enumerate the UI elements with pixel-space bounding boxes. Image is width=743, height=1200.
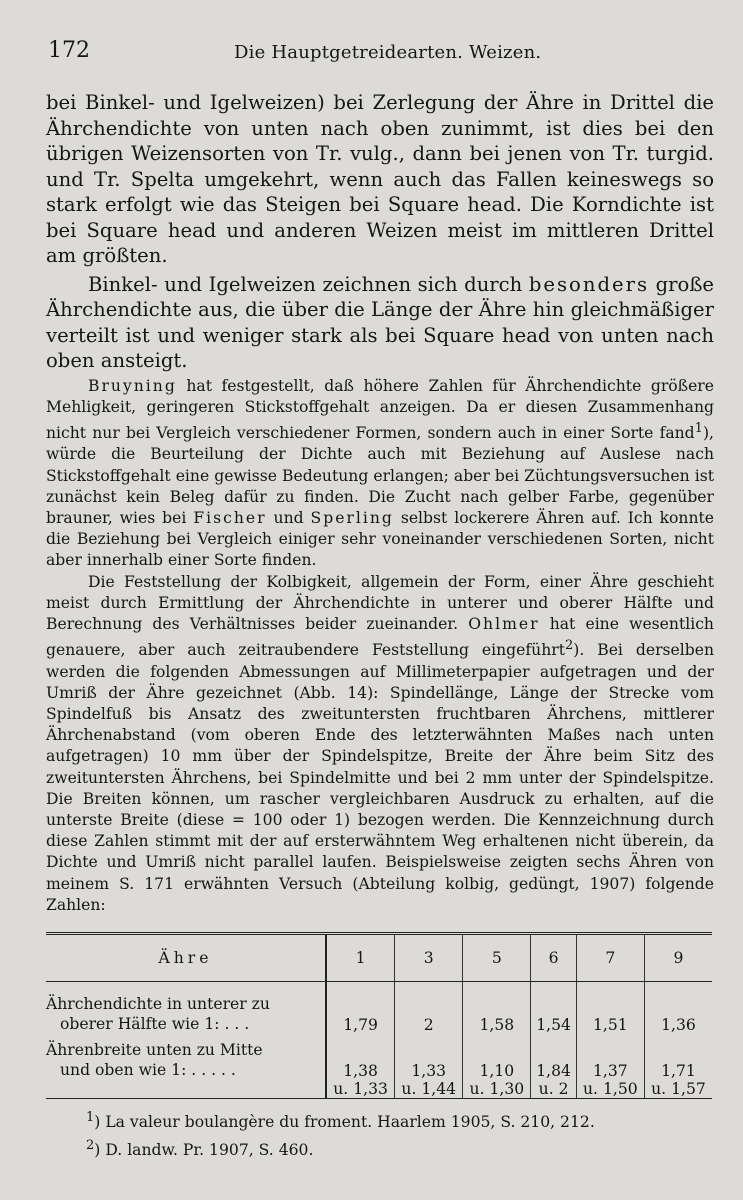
table-cell: 1,38 — [326, 1034, 395, 1080]
table-cell: 1,51 — [576, 994, 644, 1034]
table-cell: 1,36 — [644, 994, 712, 1034]
table-cell: 1,10 — [463, 1034, 531, 1080]
paragraph-3-text-c: und — [266, 508, 311, 527]
table-cell: u. 2 — [531, 1080, 576, 1099]
paragraph-4-text-a: Die Feststellung der Kolbigkeit, allgemein der Form, einer Ähre geschieht meist durch Ermittlung der Ährchendichte in unterer und oberer Hälfte und Berechnung des Verhältnisses beider zueinander. — [46, 572, 714, 633]
table-row — [46, 1080, 712, 1099]
table-cell: 1,54 — [531, 994, 576, 1034]
table-cell: u. 1,33 — [326, 1080, 395, 1099]
footnote-2: $^2$) D. landw. Pr. 1907, S. 460. — [86, 1138, 314, 1160]
page-header — [48, 38, 703, 72]
row-label-line: Ährenbreite unten zu Mitte — [46, 1041, 263, 1059]
table-cell: u. 1,30 — [463, 1080, 531, 1099]
footnote-ref-1: 1 — [694, 420, 703, 436]
name-bruyning: Bruyning — [88, 376, 177, 395]
paragraph-3 — [46, 376, 714, 572]
running-title: Die Hauptgetreidearten. Weizen. — [234, 42, 542, 63]
paragraph-4-text-c: ). Bei derselben werden die folgenden Abmessungen auf Millimeterpapier aufgetragen und der Umriß der Ähre gezeichnet (Abb. 14): Spindellänge, Länge der Strecke vom Spindelfuß bis Ansatz des zweituntersten fruchtbaren Ährchens, mittlerer Ährchenabstand (vom oberen Ende des letzterwähnten Maßes nach unten aufgetragen) 10 mm über der Spindelspitze, Breite der Ähre beim Sitz des zweituntersten Ährchens, bei Spindelmitte und bei 2 mm unter der Spindelspitze. Die Breiten können, um rascher vergleichbaren Ausdruck zu erhalten, auf die unterste Breite (diese = 100 oder 1) bezogen werden. Die Kennzeichnung durch diese Zahlen stimmt mit der auf ersterwähntem Weg erhaltenen nicht überein, da Dichte und Umriß nicht parallel laufen. Beispielsweise zeigten sechs Ähren von meinem S. 171 erwähnten Versuch (Abteilung kolbig, gedüngt, 1907) folgende Zahlen: — [46, 641, 714, 914]
paragraph-2-text-a: Binkel- und Igelweizen zeichnen sich durch — [88, 272, 529, 296]
footnote-text: D. landw. Pr. 1907, S. 460. — [105, 1141, 314, 1160]
table-cell: 1,71 — [644, 1034, 712, 1080]
paragraph-4-text-b: hat eine wesentlich genauere, aber auch zeitraubendere Feststellung eingeführt — [46, 614, 714, 660]
paragraph-2-text-b: große Ährchendichte aus, die über die Länge der Ähre hin gleichmäßiger verteilt ist und weniger stark als bei Square head von unten nach oben ansteigt. — [46, 272, 714, 372]
table-row — [46, 994, 712, 1034]
name-fischer: Fischer — [193, 508, 267, 527]
footnote-mark: 1 — [86, 1110, 95, 1125]
row-label-dichte — [46, 994, 326, 1034]
table-cell: 2 — [395, 994, 463, 1034]
name-ohlmer: Ohlmer — [468, 614, 540, 633]
table-cell: u. 1,50 — [576, 1080, 644, 1099]
table-cell: 1,84 — [531, 1034, 576, 1080]
paragraph-2 — [46, 272, 714, 374]
row-label-breite — [46, 1034, 326, 1080]
page-number: 172 — [48, 38, 90, 63]
paragraph-3-text-b: ), würde die Beurteilung der Dichte auch mit Beziehung auf Auslese nach Stickstoffgehalt eine gewisse Bedeutung erlangen; aber bei Züchtungsversuchen ist zunächst kein Beleg dafür zu finden. Die Zucht nach gelber Farbe, gegenüber brauner, wies bei — [46, 424, 714, 527]
table-cell: 1,33 — [395, 1034, 463, 1080]
table-cell: 1,58 — [463, 994, 531, 1034]
row-label-line: oberer Hälfte wie 1: . . . — [60, 1015, 250, 1033]
emphasis-besonders: besonders — [528, 272, 650, 296]
column-header: 7 — [576, 934, 644, 982]
column-header: 1 — [326, 934, 395, 982]
row-label-line: Ährchendichte in unterer zu — [46, 995, 270, 1013]
data-table — [46, 932, 712, 1099]
table-header-row — [46, 934, 712, 982]
table-cell: u. 1,57 — [644, 1080, 712, 1099]
paragraph-4 — [46, 572, 714, 916]
paragraph-3-text-d: selbst lockerere Ähren auf. Ich konnte die Beziehung bei Vergleich einiger sehr voneinander verschiedenen Sorten, nicht aber innerhalb einer Sorte finden. — [46, 508, 714, 570]
column-header: 5 — [463, 934, 531, 982]
footnote-text: La valeur boulangère du froment. Haarlem 1905, S. 210, 212. — [105, 1113, 595, 1132]
table-row — [46, 1034, 712, 1080]
page-body — [46, 90, 714, 916]
paragraph-1: bei Binkel- und Igelweizen) bei Zerlegung der Ähre in Drittel die Ährchendichte von unten nach oben zunimmt, ist dies bei den übrigen Weizensorten von Tr. vulg., dann bei jenen von Tr. turgid. und Tr. Spelta umgekehrt, wenn auch das Fallen keineswegs so stark erfolgt wie das Steigen bei Square head. Die Korndichte ist bei Square head und anderen Weizen meist im mittleren Drittel am größten. — [46, 91, 714, 267]
table-cell: 1,37 — [576, 1034, 644, 1080]
row-label-line: und oben wie 1: . . . . . — [60, 1061, 236, 1079]
column-header: 6 — [531, 934, 576, 982]
column-header: 3 — [395, 934, 463, 982]
table-cell: u. 1,44 — [395, 1080, 463, 1099]
table-cell: 1,79 — [326, 994, 395, 1034]
paragraph-3-text-a: hat festgestellt, daß höhere Zahlen für Ährchendichte größere Mehligkeit, geringeren Stickstoffgehalt anzeigen. Da er diesen Zusammenhang nicht nur bei Vergleich verschiedener Formen, sondern auch in einer Sorte fand — [46, 376, 714, 443]
table-header-ahre: Ähre — [46, 934, 326, 982]
footnote-ref-2: 2 — [564, 638, 574, 654]
footnote-mark: 2 — [86, 1138, 95, 1154]
footnotes — [86, 1106, 595, 1162]
column-header: 9 — [644, 934, 712, 982]
name-sperling: Sperling — [310, 508, 394, 527]
footnote-1: $^1$) La valeur boulangère du froment. Haarlem 1905, S. 210, 212. — [86, 1110, 595, 1132]
